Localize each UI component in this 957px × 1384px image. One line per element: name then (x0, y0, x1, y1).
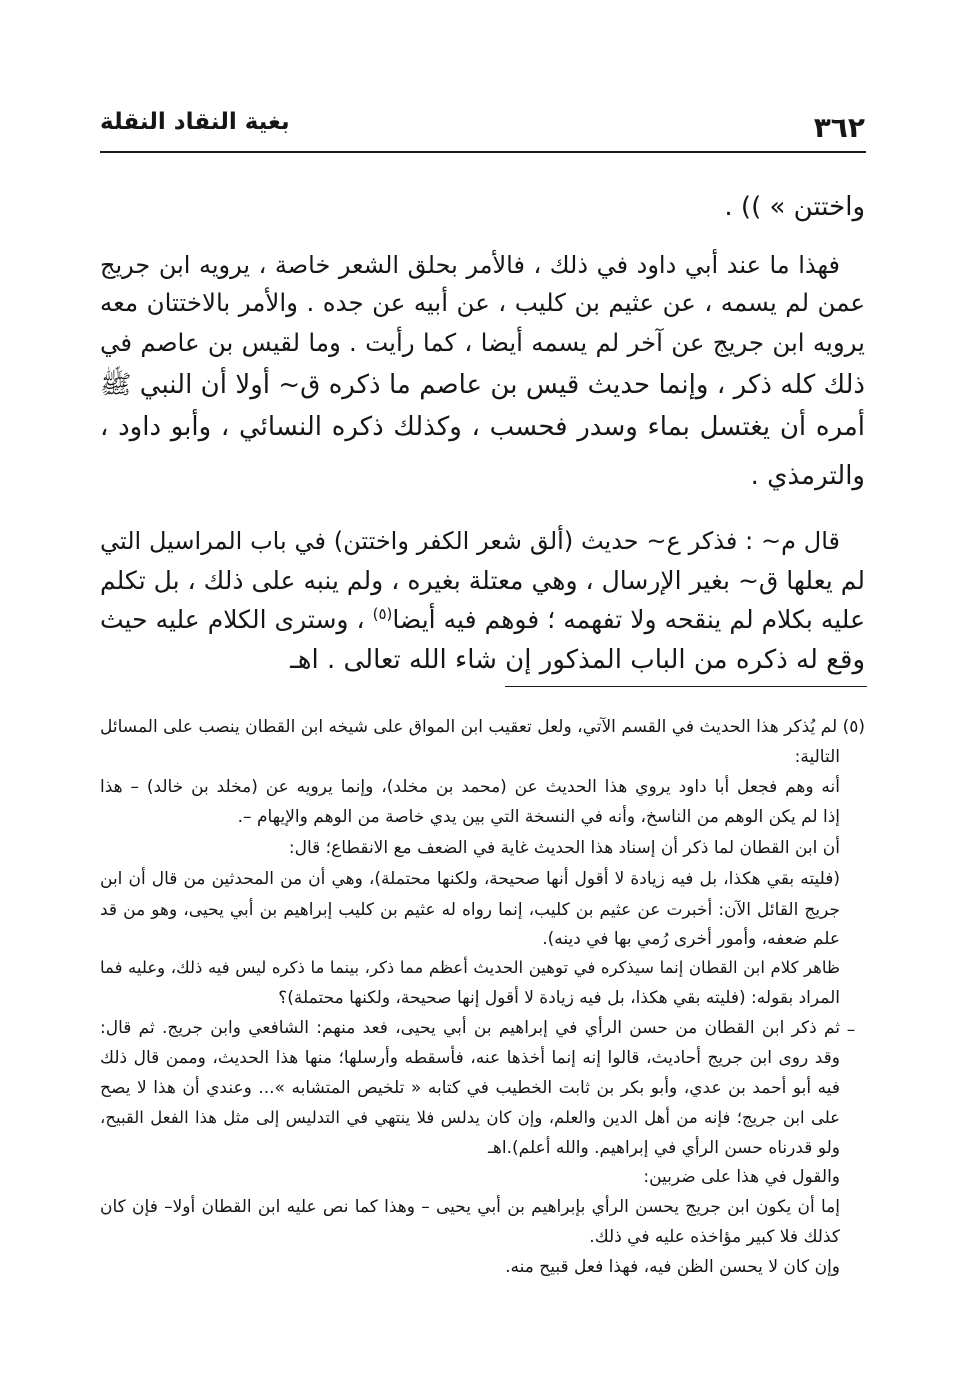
body-line-opening: واختتن » )) . (724, 192, 865, 222)
footnote-line: على ابن جريج؛ فإنه من أهل الدين والعلم، وإن كان يدلس فلا ينتهي في التدليس إلى مثل هذا الفعل القبيح، (100, 1108, 840, 1127)
body-line: فهذا ما عند أبي داود في ذلك ، فالأمر بحلق الشعر خاصة ، يرويه ابن جريج (100, 251, 840, 279)
body-line: والترمذي . (750, 461, 865, 491)
body-line: عمن لم يسمه ، عن عثيم بن كليب ، عن أبيه عن جده . والأمر بالاختتان معه (100, 288, 865, 317)
footnote-line: ظاهر كلام ابن القطان إنما سيذكره في توهين الحديث أعظم مما ذكر، بينما ما ذكره ليس فيه ذلك، وعليه فما (100, 958, 840, 977)
footnote-line: والقول في هذا على ضربين: (643, 1167, 840, 1187)
footnote-line: المراد بقوله: (فليته بقي هكذا، بل فيه زيادة لا أقول إنها صحيحة، ولكنها محتملة)؟ (278, 988, 840, 1008)
footnote-line: (٥) لم يُذكر هذا الحديث في القسم الآتي، ولعل تعقيب ابن المواق على شيخه ابن القطان ينصب على المسائل (100, 717, 865, 737)
footnote-line: إما أن يكون ابن جريج يحسن الرأي بإبراهيم بن أبي يحيى – وهذا كما نص عليه ابن القطان أولا– فإن كان (100, 1197, 840, 1217)
body-line: يرويه ابن جريج عن آخر لم يسمه أيضا ، كما رأيت . وما لقيس بن عاصم في (100, 328, 865, 357)
header-rule (100, 151, 866, 153)
body-line-segment: ، وسترى الكلام عليه حيث (100, 605, 373, 634)
footnote-line: ثم ذكر ابن القطان من حسن الرأي في إبراهيم بن أبي يحيى، فعد منهم: الشافعي وابن جريج. ثم قال: (100, 1018, 840, 1038)
footnote-bullet: – (846, 1020, 856, 1040)
running-title: بغية النقاد النقلة (100, 109, 290, 135)
footnote-line: فيه أبو أحمد بن عدي، وأبو بكر بن ثابت الخطيب في كتابه « تلخيص المتشابه »... وعندي أن هذا لا يصح (100, 1078, 840, 1098)
footnote-line: التالية: (794, 747, 840, 767)
footnote-line: جريج القائل الآن: أخبرت عن عثيم بن كليب، إنما رواه له عثيم بن كليب إبراهيم بن أبي يحيى، وهو من قد (100, 900, 840, 920)
footnote-line: علم ضعفه، وأمور أخرى رُمي بها في دينه). (542, 929, 840, 949)
footnote-ref: (٥) (372, 605, 393, 623)
footnote-line: (فليته بقي هكذا، بل فيه زيادة لا أقول أنها صحيحة، ولكنها محتملة)، وهي أن من المحدثين من قال أن ابن (100, 869, 840, 889)
footnote-line: كذلك فلا كبير مؤاخذه عليه في ذلك. (589, 1227, 840, 1247)
body-line-segment: عليه بكلام لم ينقحه ولا تفهمه ؛ فوهم فيه أيضا (392, 605, 865, 634)
body-line: ذلك كله ذكر ، وإنما حديث قيس بن عاصم ما ذكره ق~ أولا أن النبي ﷺ (100, 370, 865, 400)
footnote-line: ولو قدرناه حسن الرأي في إبراهيم. والله أعلم).اهـ (487, 1138, 840, 1158)
footnote-line: إذا لم يكن الوهم من الناسخ، وأنه في النسخة التي بين يدي خاصة من الوهم والإيهام –. (237, 807, 840, 827)
footnote-line: أنه وهم فجعل أبا داود يروي هذا الحديث عن (محمد بن مخلد)، وإنما يرويه عن (مخلد بن خالد) – هذا (100, 777, 840, 797)
body-line: أمره أن يغتسل بماء وسدر فحسب ، وكذلك ذكره النسائي ، وأبو داود ، (100, 412, 865, 442)
page-number: ٣٦٢ (813, 111, 865, 144)
body-line: وقع له ذكره من الباب المذكور إن شاء الله تعالى . اهـ (290, 645, 865, 675)
body-line: لم يعلها ق~ بغير الإرسال ، وهي معتلة بغيره ، ولم ينبه على ذلك ، بل تكلم (100, 566, 865, 595)
footnote-line: وإن كان لا يحسن الظن فيه، فهذا فعل قبيح منه. (505, 1257, 840, 1277)
footnote-line: أن ابن القطان لما ذكر أن إسناد هذا الحديث غاية في الضعف مع الانقطاع؛ قال: (288, 838, 840, 858)
body-line: قال م~ : فذكر ع~ حديث (ألق شعر الكفر واختتن) في باب المراسيل التي (100, 527, 840, 555)
footnote-separator (505, 686, 867, 687)
footnote-line: وقد روى ابن جريج أحاديث، قالوا إنه إنما أخذها عنه، فأسقطه وأرسلها؛ منها هذا الحديث، وممن قال ذلك (100, 1048, 840, 1068)
body-line (100, 600, 865, 640)
